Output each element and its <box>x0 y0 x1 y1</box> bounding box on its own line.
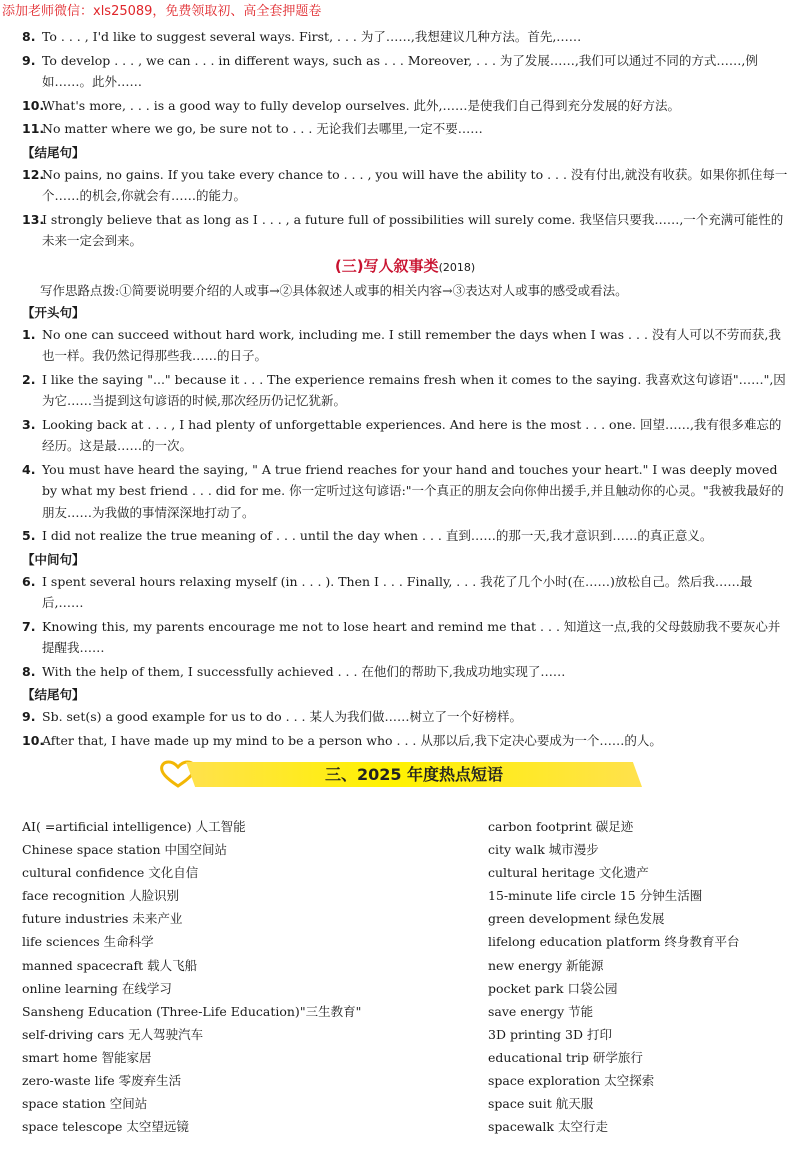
item-text: Knowing this, my parents encourage me not to lose heart and remind me that . . . 知道这一点,我的父母鼓励我不要灰心并提醒我…… <box>42 618 781 655</box>
middle-label: 【中间句】 <box>22 551 85 567</box>
phrase-item: Sansheng Education (Three-Life Education)"三生教育" <box>22 1003 362 1019</box>
writing-hint: 写作思路点拨:①简要说明要介绍的人或事→②具体叙述人或事的相关内容→③表达对人或事的感受或看法。 <box>40 282 628 298</box>
phrase-item: space exploration 太空探索 <box>488 1073 655 1089</box>
list-item <box>22 414 788 457</box>
list-item <box>22 706 788 728</box>
item-number: 5. <box>22 528 36 543</box>
section-title-text: (三)写人叙事类 <box>334 256 439 275</box>
section-banner <box>158 759 642 789</box>
list-item <box>22 118 788 140</box>
banner-title: 三、2025 年度热点短语 <box>324 765 504 784</box>
phrase-item: 15-minute life circle 15 分钟生活圈 <box>488 888 703 904</box>
item-number: 12. <box>22 166 45 182</box>
list-item <box>22 95 788 117</box>
phrase-item: self-driving cars 无人驾驶汽车 <box>22 1026 204 1042</box>
item-text: With the help of them, I successfully achieved . . . 在他们的帮助下,我成功地实现了…… <box>42 663 566 679</box>
item-number: 3. <box>22 416 36 432</box>
section-year: (2018) <box>438 260 476 274</box>
list-item <box>22 571 788 614</box>
phrase-item: face recognition 人脸识别 <box>22 888 179 904</box>
item-number: 9. <box>22 52 36 68</box>
phrase-item: future industries 未来产业 <box>22 911 183 927</box>
item-number: 10. <box>22 97 45 113</box>
list-item <box>22 26 788 48</box>
phrase-item: life sciences 生命科学 <box>22 934 154 950</box>
list-item <box>22 661 788 683</box>
list-item <box>22 730 788 752</box>
item-text: I did not realize the true meaning of . . . until the day when . . . 直到……的那一天,我才意识到……的真正意义。 <box>42 528 713 543</box>
phrase-item: spacewalk 太空行走 <box>488 1119 608 1135</box>
phrase-item: zero-waste life 零废弃生活 <box>22 1073 182 1089</box>
phrase-list-left <box>22 815 361 1138</box>
item-number: 9. <box>22 709 36 724</box>
phrase-item: lifelong education platform 终身教育平台 <box>488 934 740 950</box>
closing-label: 【结尾句】 <box>22 687 85 702</box>
list-item <box>22 50 788 93</box>
item-text: I spent several hours relaxing myself (in . . . ). Then I . . . Finally, . . . 我花了几个小时(在……)放松自己。然后我……最后,…… <box>42 573 753 610</box>
item-text: No matter where we go, be sure not to . . . 无论我们去哪里,一定不要…… <box>42 121 483 136</box>
item-text: I like the saying "..." because it . . . The experience remains fresh when it comes to the saying. 我喜欢这句谚语"……",因为它……当提到这句谚语的时候,那次经历仍记忆犹新。 <box>42 371 786 408</box>
phrase-item: online learning 在线学习 <box>22 980 172 996</box>
section-a-list <box>22 26 788 252</box>
item-text: To develop . . . , we can . . . in different ways, such as . . . Moreover, . . . 为了发展……,我们可以通过不同的方式……,例如……。此外…… <box>42 52 758 89</box>
phrase-item: space telescope 太空望远镜 <box>22 1119 189 1135</box>
item-text: What's more, . . . is a good way to fully develop ourselves. 此外,……是使我们自己得到充分发展的好方法。 <box>42 97 681 113</box>
item-number: 4. <box>22 461 36 477</box>
item-text: Sb. set(s) a good example for us to do . . . 某人为我们做……树立了一个好榜样。 <box>42 709 522 724</box>
phrase-item: cultural confidence 文化自信 <box>22 865 199 881</box>
item-number: 13. <box>22 211 45 227</box>
item-text: Looking back at . . . , I had plenty of unforgettable experiences. And here is the most . . . one. 回望……,我有很多难忘的经历。这是最……的一次。 <box>42 416 782 453</box>
item-number: 7. <box>22 618 36 634</box>
item-number: 1. <box>22 326 36 342</box>
page-content <box>22 26 788 753</box>
watermark-text: 添加老师微信：xls25089，免费领取初、高全套押题卷 <box>2 4 322 19</box>
list-item <box>22 324 788 367</box>
list-item <box>22 164 788 207</box>
phrase-item: save energy 节能 <box>488 1003 594 1019</box>
list-item <box>22 459 788 524</box>
item-text: After that, I have made up my mind to be a person who . . . 从那以后,我下定决心要成为一个……的人。 <box>42 732 662 748</box>
item-number: 8. <box>22 663 36 679</box>
phrase-list-right <box>488 815 739 1138</box>
section-title <box>22 254 788 280</box>
item-text: You must have heard the saying, " A true friend reaches for your hand and touches your heart." I was deeply moved by what my best friend . . . did for me. 你一定听过这句谚语:"一个真正的朋友会向你伸出援手,并且触动你的心灵。"我被我最好的朋友……为我做的事情深深地打动了。 <box>42 461 784 520</box>
phrase-item: pocket park 口袋公园 <box>488 980 618 996</box>
phrase-item: space suit 航天服 <box>488 1096 594 1112</box>
list-item <box>22 369 788 412</box>
item-text: No pains, no gains. If you take every chance to . . . , you will have the ability to . . . 没有付出,就没有收获。如果你抓住每一个……的机会,你就会有……的能力。 <box>42 166 788 203</box>
phrase-item: smart home 智能家居 <box>22 1049 152 1065</box>
phrase-item: carbon footprint 碳足迹 <box>488 819 634 834</box>
phrase-item: AI( =artificial intelligence) 人工智能 <box>22 819 246 834</box>
phrase-item: city walk 城市漫步 <box>488 842 599 858</box>
phrase-item: new energy 新能源 <box>488 957 604 973</box>
item-number: 8. <box>22 29 36 44</box>
list-item <box>22 209 788 252</box>
closing-label: 【结尾句】 <box>22 144 85 160</box>
phrase-item: 3D printing 3D 打印 <box>488 1026 612 1042</box>
item-text: To . . . , I'd like to suggest several ways. First, . . . 为了……,我想建议几种方法。首先,…… <box>42 29 582 44</box>
item-number: 11. <box>22 121 45 136</box>
phrase-item: Chinese space station 中国空间站 <box>22 842 228 858</box>
opening-label: 【开头句】 <box>22 304 85 320</box>
phrase-item: manned spacecraft 载人飞船 <box>22 957 198 973</box>
phrase-item: green development 绿色发展 <box>488 911 665 927</box>
item-number: 10. <box>22 732 45 748</box>
list-item <box>22 525 788 547</box>
list-item <box>22 616 788 659</box>
item-text: No one can succeed without hard work, including me. I still remember the days when I was . . . 没有人可以不劳而获,我也一样。我仍然记得那些我……的日子。 <box>42 326 781 363</box>
phrase-item: space station 空间站 <box>22 1096 148 1112</box>
phrase-item: cultural heritage 文化遗产 <box>488 865 649 881</box>
item-text: I strongly believe that as long as I . . . , a future full of possibilities will surely come. 我坚信只要我……,一个充满可能性的未来一定会到来。 <box>42 211 784 248</box>
phrase-item: educational trip 研学旅行 <box>488 1049 643 1065</box>
item-number: 2. <box>22 371 36 387</box>
item-number: 6. <box>22 573 36 589</box>
